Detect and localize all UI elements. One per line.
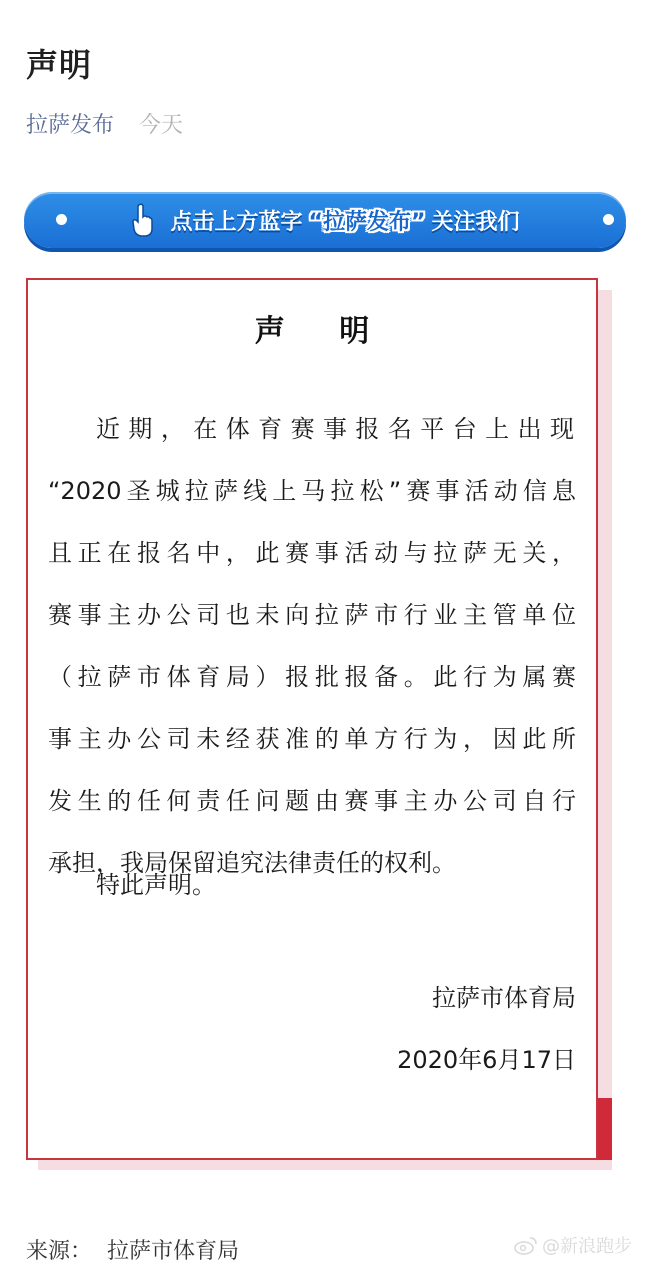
banner-text-pre: 点击上方蓝字 — [170, 209, 303, 235]
source-label: 来源： — [26, 1239, 93, 1264]
source-line — [26, 1234, 239, 1265]
notice-closing: 特此声明。 — [96, 871, 216, 899]
banner-dot-left — [56, 214, 67, 225]
notice-date: 2020年6月17日 — [397, 1046, 576, 1074]
source-value: 拉萨市体育局 — [107, 1239, 240, 1264]
notice-signature: 拉萨市体育局 — [432, 984, 576, 1012]
weibo-icon — [514, 1235, 538, 1255]
notice-line: 赛事主办公司也未向拉萨市行业主管单位 — [48, 601, 576, 629]
notice-line: 且正在报名中，此赛事活动与拉萨无关， — [48, 539, 576, 567]
notice-body — [48, 398, 576, 894]
follow-banner[interactable] — [24, 192, 626, 248]
banner-text-post: 关注我们 — [431, 209, 520, 235]
notice-line: 近期，在体育赛事报名平台上出现 — [96, 415, 576, 443]
banner-dot-right — [603, 214, 614, 225]
publish-date: 今天 — [139, 113, 184, 138]
article-title: 声明 — [26, 46, 93, 84]
article-meta — [26, 108, 183, 139]
account-name-link[interactable]: 拉萨发布 — [26, 113, 115, 138]
notice-line: （拉萨市体育局）报批报备。此行为属赛 — [48, 663, 576, 691]
notice-line: 发生的任何责任问题由赛事主办公司自行 — [48, 787, 576, 815]
watermark — [514, 1232, 632, 1258]
notice-line: 事主办公司未经获准的单方行为，因此所 — [48, 725, 576, 753]
notice-image — [26, 278, 598, 1160]
banner-text-highlight: “拉萨发布” — [308, 209, 426, 235]
pointing-hand-icon — [131, 203, 153, 237]
notice-line: “2020圣城拉萨线上马拉松”赛事活动信息 — [48, 477, 576, 505]
notice-heading: 声 明 — [254, 314, 392, 349]
notice-line: 承担，我局保留追究法律责任的权利。 — [48, 849, 456, 877]
notice-accent-bar — [598, 1098, 612, 1160]
watermark-text: @新浪跑步 — [542, 1236, 632, 1257]
